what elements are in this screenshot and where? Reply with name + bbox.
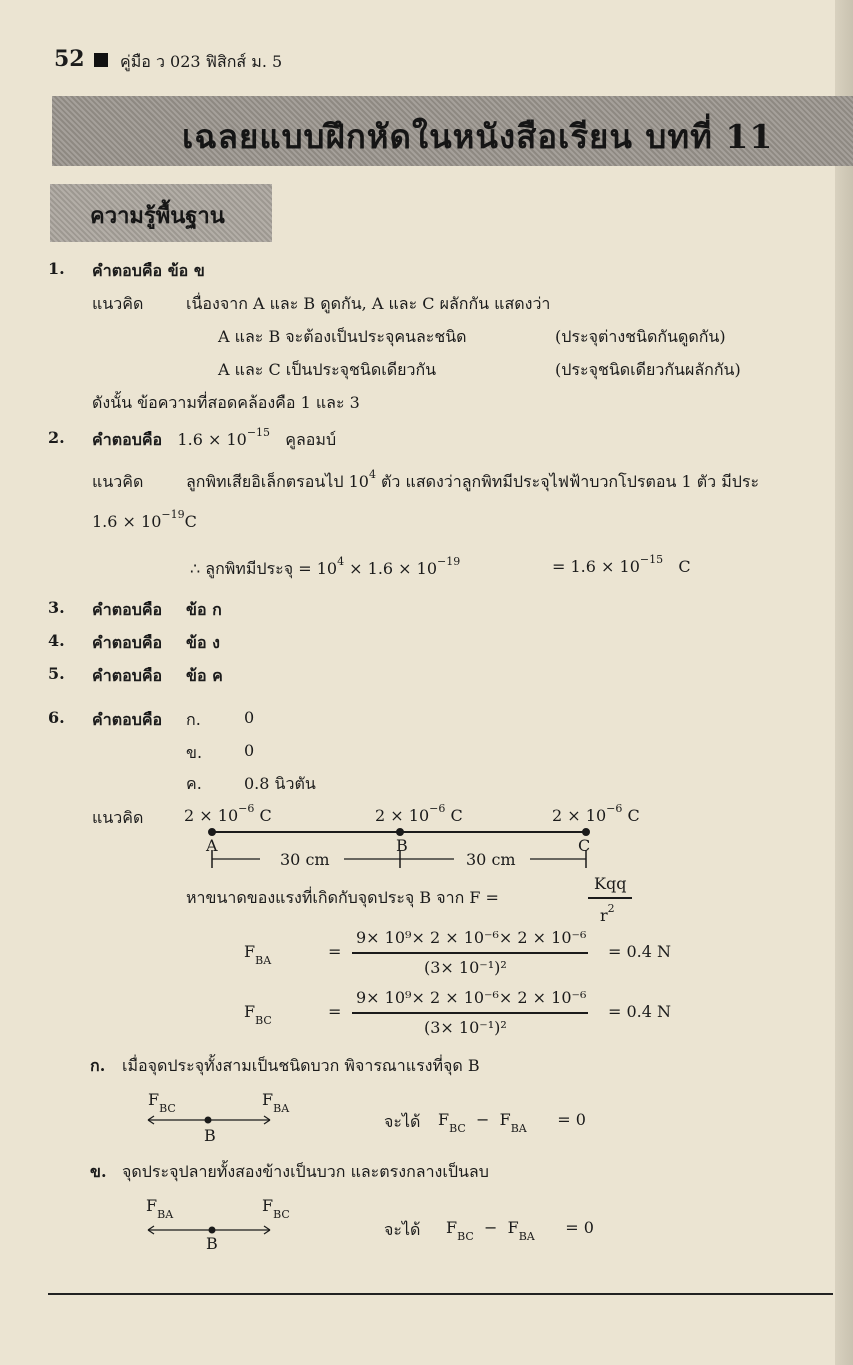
fbc-eq: = — [328, 1002, 342, 1021]
fbc-numerator: 9× 10⁹× 2 × 10⁻⁶× 2 × 10⁻⁶ — [356, 988, 587, 1007]
q2-answer — [92, 428, 336, 453]
chapter-title: เฉลยแบบฝึกหัดในหนังสือเรียน บทที่ 11 — [182, 117, 774, 156]
q2-answer-unit: คูลอมบ์ — [285, 430, 337, 449]
q3-choice: ข้อ ก — [186, 600, 222, 619]
fba-result: = 0.4 N — [608, 942, 672, 961]
q6-item-b-value: 0 — [244, 741, 255, 760]
point-b-label: B — [396, 836, 408, 855]
q5-number: 5. — [48, 664, 65, 683]
q2-calc-a: ∴ ลูกพิทมีประจุ = 10 — [190, 559, 338, 578]
case-a-b-label: B — [204, 1126, 216, 1145]
case-a-eq-sub2: BA — [510, 1122, 527, 1135]
case-a-eq-minus: − — [476, 1110, 490, 1129]
section-title: ความรู้พื้นฐาน — [90, 203, 225, 229]
fba-numerator: 9× 10⁹× 2 × 10⁻⁶× 2 × 10⁻⁶ — [356, 928, 587, 947]
q2-calc-exp3: −15 — [639, 553, 664, 566]
q6-item-b-key: ข. — [186, 743, 203, 762]
case-b-fba-label — [146, 1196, 174, 1221]
q6-item-a-key: ก. — [186, 710, 201, 729]
fba-eq: = — [328, 942, 342, 961]
point-a-dot — [209, 829, 216, 836]
q1-concept-intro: เนื่องจาก A และ B ดูดกัน, A และ C ผลักกัน แสดงว่า — [186, 294, 551, 313]
fbc-fraction-line — [352, 1012, 588, 1014]
case-b-eq-f1: F — [446, 1218, 458, 1237]
case-a-eq-zero: = 0 — [557, 1110, 586, 1129]
formula-den-exp: 2 — [607, 902, 615, 915]
fbc-result: = 0.4 N — [608, 1002, 672, 1021]
chapter-banner — [52, 96, 853, 166]
formula-numerator: Kqq — [594, 874, 627, 893]
case-b-eq-f2: F — [507, 1218, 519, 1237]
case-a-text: เมื่อจุดประจุทั้งสามเป็นชนิดบวก พิจารณาแรงที่จุด B — [122, 1056, 480, 1075]
q4-choice: ข้อ ง — [186, 633, 220, 652]
formula-den-r: r — [600, 906, 608, 925]
case-a-equation — [438, 1110, 586, 1135]
case-a-point-b — [205, 1117, 211, 1123]
q2-calc-result — [552, 553, 691, 576]
q2-calc-unit: C — [678, 557, 691, 576]
case-a-fbc-sub: BC — [159, 1102, 176, 1115]
q2-number: 2. — [48, 428, 65, 447]
case-b-fbc-label — [262, 1196, 290, 1221]
q1-conclusion: ดังนั้น ข้อความที่สอดคล้องคือ 1 และ 3 — [92, 393, 360, 412]
q5-label: คำตอบคือ — [92, 666, 163, 685]
case-b-eq-sub2: BA — [518, 1230, 535, 1243]
fba-f: F — [244, 942, 256, 961]
footer-rule — [48, 1293, 833, 1295]
case-b-fbc-f: F — [262, 1196, 274, 1215]
q6-number: 6. — [48, 708, 65, 727]
point-c-label: C — [578, 836, 591, 855]
q6-item-c-value: 0.8 นิวตัน — [244, 774, 316, 793]
case-b-eq-sub1: BC — [457, 1230, 474, 1243]
q2-concept-a: ลูกพิทเสียอิเล็กตรอนไป 10 — [186, 472, 369, 491]
fba-sub: BA — [255, 954, 272, 967]
q2-concept-b: ตัว แสดงว่าลูกพิทมีประจุไฟฟ้าบวกโปรตอน 1 ตัว มีประ — [375, 472, 760, 491]
q4-number: 4. — [48, 631, 65, 650]
point-c-dot — [583, 829, 590, 836]
case-a-key: ก. — [90, 1056, 106, 1075]
case-a-eq-f2: F — [499, 1110, 511, 1129]
page-number: 52 — [54, 46, 85, 72]
q1-answer: คำตอบคือ ข้อ ข — [92, 261, 205, 280]
q2-answer-base: 1.6 × 10 — [177, 430, 247, 449]
formula-denominator — [600, 902, 615, 925]
case-a-eq-sub1: BC — [449, 1122, 466, 1135]
q2-concept-label: แนวคิด — [92, 472, 144, 491]
q2-charge-exp: −19 — [161, 508, 185, 521]
q1-line1-right: (ประจุต่างชนิดกันดูดกัน) — [555, 327, 726, 346]
q1-concept-label: แนวคิด — [92, 294, 144, 313]
case-a-eq-f1: F — [438, 1110, 450, 1129]
charge-b-base: 2 × 10 — [375, 806, 430, 825]
charge-a-exp: −6 — [238, 802, 255, 815]
distance-ab: 30 cm — [280, 850, 330, 869]
q2-calc-res: = 1.6 × 10 — [552, 557, 640, 576]
q1-line1-left: A และ B จะต้องเป็นประจุคนละชนิด — [218, 327, 467, 346]
q2-answer-exp: −15 — [246, 426, 271, 439]
q6-item-c-key: ค. — [186, 774, 202, 793]
fbc-f: F — [244, 1002, 256, 1021]
q2-answer-label: คำตอบคือ — [92, 430, 163, 449]
charge-a-unit: C — [259, 806, 272, 825]
case-b-then: จะได้ — [384, 1220, 421, 1239]
q6-concept-label: แนวคิด — [92, 808, 144, 827]
case-b-eq-zero: = 0 — [565, 1218, 594, 1237]
formula-fraction-line — [588, 897, 632, 899]
case-b-fba-sub: BA — [157, 1208, 174, 1221]
fba-label — [244, 942, 272, 967]
charge-c-unit: C — [627, 806, 640, 825]
case-a-fba-f: F — [262, 1090, 274, 1109]
charge-c-base: 2 × 10 — [552, 806, 607, 825]
case-a-fbc-label — [148, 1090, 176, 1115]
case-b-b-label: B — [206, 1234, 218, 1253]
q2-calc-exp2: −19 — [437, 555, 461, 568]
point-a-label: A — [206, 836, 218, 855]
fba-fraction-line — [352, 952, 588, 954]
header-square-icon — [94, 53, 108, 67]
charge-b-unit: C — [450, 806, 463, 825]
case-a-fbc-f: F — [148, 1090, 160, 1109]
case-b-eq-minus: − — [484, 1218, 498, 1237]
case-a-fba-sub: BA — [273, 1102, 290, 1115]
q2-calc-b: × 1.6 × 10 — [344, 559, 438, 578]
q1-number: 1. — [48, 259, 65, 278]
q2-charge — [92, 508, 197, 531]
q3-number: 3. — [48, 598, 65, 617]
book-title: คู่มือ ว 023 ฟิสิกส์ ม. 5 — [120, 52, 283, 71]
q2-calc — [190, 557, 460, 582]
fbc-label — [244, 1002, 272, 1027]
q6-label: คำตอบคือ — [92, 710, 163, 729]
distance-bc: 30 cm — [466, 850, 516, 869]
page-edge — [835, 0, 853, 1365]
q3-label: คำตอบคือ — [92, 600, 163, 619]
fbc-denominator: (3× 10⁻¹)² — [424, 1018, 507, 1037]
case-b-fbc-sub: BC — [273, 1208, 290, 1221]
charge-c-exp: −6 — [606, 802, 623, 815]
q5-choice: ข้อ ค — [186, 666, 223, 685]
case-a-then: จะได้ — [384, 1112, 421, 1131]
charge-b-exp: −6 — [429, 802, 446, 815]
q4-label: คำตอบคือ — [92, 633, 163, 652]
q2-concept-exp: 4 — [368, 468, 376, 481]
force-intro: หาขนาดของแรงที่เกิดกับจุดประจุ B จาก F = — [186, 888, 499, 907]
case-b-point-b — [209, 1227, 215, 1233]
q6-item-a-value: 0 — [244, 708, 255, 727]
section-banner — [50, 184, 272, 242]
case-b-text: จุดประจุปลายทั้งสองข้างเป็นบวก และตรงกลางเป็นลบ — [122, 1162, 489, 1181]
case-a-fba-label — [262, 1090, 290, 1115]
q2-concept — [186, 470, 759, 495]
fbc-sub: BC — [255, 1014, 272, 1027]
fba-denominator: (3× 10⁻¹)² — [424, 958, 507, 977]
charge-a-base: 2 × 10 — [184, 806, 239, 825]
q2-charge-base: 1.6 × 10 — [92, 512, 162, 531]
q1-line2-right: (ประจุชนิดเดียวกันผลักกัน) — [555, 360, 741, 379]
q1-line2-left: A และ C เป็นประจุชนิดเดียวกัน — [218, 360, 437, 379]
case-b-fba-f: F — [146, 1196, 158, 1215]
point-b-dot — [397, 829, 404, 836]
q2-calc-exp1: 4 — [337, 555, 345, 568]
case-b-equation — [446, 1218, 594, 1243]
case-b-key: ข. — [90, 1162, 107, 1181]
q2-charge-unit: C — [184, 512, 197, 531]
